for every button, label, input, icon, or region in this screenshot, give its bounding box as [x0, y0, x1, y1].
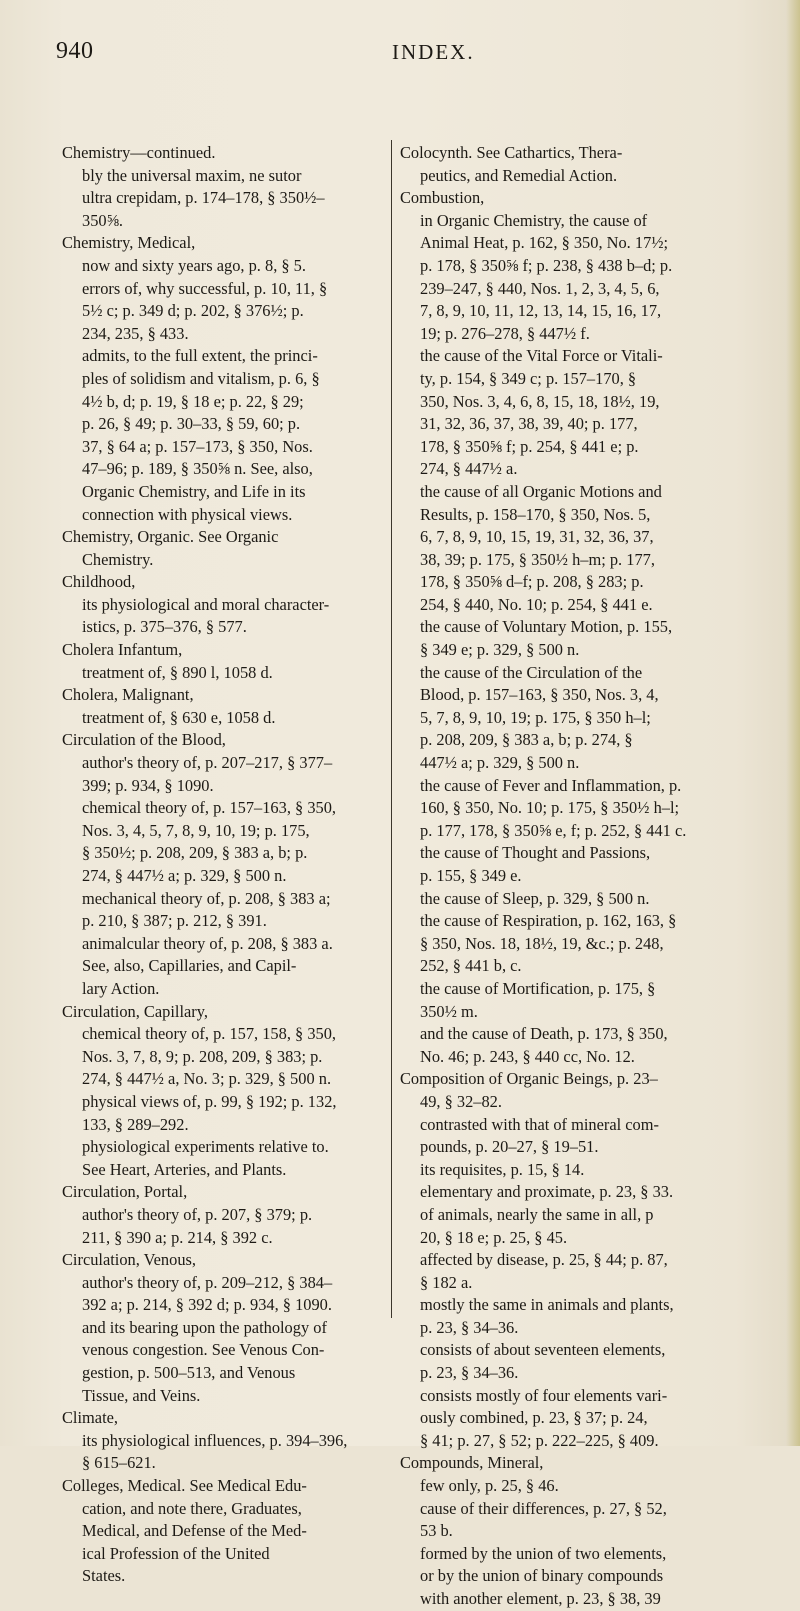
- running-head: INDEX.: [392, 40, 475, 64]
- index-entry-line: 274, § 447½ a, No. 3; p. 329, § 500 n.: [82, 1069, 332, 1089]
- index-entry-line: mechanical theory of, p. 208, § 383 a;: [82, 888, 331, 908]
- index-entry-line: § 182 a.: [420, 1272, 473, 1292]
- index-heading-line: Cholera Infantum,: [62, 640, 183, 660]
- index-entry-line: ty, p. 154, § 349 c; p. 157–170, §: [420, 368, 637, 388]
- index-entry-line: 211, § 390 a; p. 214, § 392 c.: [82, 1227, 273, 1247]
- index-entry-line: lary Action.: [82, 978, 160, 998]
- index-entry-line: 234, 235, § 433.: [82, 323, 189, 343]
- index-heading-line: Circulation, Portal,: [62, 1182, 188, 1202]
- index-entry-line: chemical theory of, p. 157–163, § 350,: [82, 798, 336, 818]
- index-entry-line: venous congestion. See Venous Con-: [82, 1340, 325, 1360]
- index-entry-line: its requisites, p. 15, § 14.: [420, 1159, 585, 1179]
- index-entry-line: p. 177, 178, § 350⅝ e, f; p. 252, § 441 c.: [420, 820, 687, 840]
- index-heading-line: Chemistry, Medical,: [62, 233, 196, 253]
- index-entry-line: ously combined, p. 23, § 37; p. 24,: [420, 1408, 648, 1428]
- index-entry-line: See Heart, Arteries, and Plants.: [82, 1159, 287, 1179]
- index-entry-line: p. 210, § 387; p. 212, § 391.: [82, 911, 267, 931]
- index-entry-line: formed by the union of two elements,: [420, 1543, 667, 1563]
- index-entry-line: pounds, p. 20–27, § 19–51.: [420, 1137, 599, 1157]
- index-heading-line: Chemistry—continued.: [62, 143, 216, 162]
- index-column-left: [62, 142, 380, 1588]
- index-entry-line: treatment of, § 630 e, 1058 d.: [82, 707, 276, 727]
- index-entry-line: 350⅝.: [82, 210, 123, 230]
- index-entry-line: 133, § 289–292.: [82, 1114, 189, 1134]
- index-entry-line: its physiological influences, p. 394–396,: [82, 1430, 348, 1450]
- index-entry-line: 350½ m.: [420, 1001, 478, 1021]
- index-entry-line: § 350½; p. 208, 209, § 383 a, b; p.: [82, 843, 308, 863]
- index-entry-line: 160, § 350, No. 10; p. 175, § 350½ h–l;: [420, 798, 680, 818]
- index-entry-line: 4½ b, d; p. 19, § 18 e; p. 22, § 29;: [82, 391, 304, 411]
- index-entry-line: 31, 32, 36, 37, 38, 39, 40; p. 177,: [420, 414, 638, 434]
- index-entry-line: 350, Nos. 3, 4, 6, 8, 15, 18, 18½, 19,: [420, 391, 660, 411]
- index-entry-line: the cause of Fever and Inflammation, p.: [420, 775, 682, 795]
- index-entry-line: animalcular theory of, p. 208, § 383 a.: [82, 933, 333, 953]
- index-entry-line: of animals, nearly the same in all, p: [420, 1204, 654, 1224]
- page-number: 940: [56, 38, 94, 64]
- index-entry-line: with another element, p. 23, § 38, 39: [420, 1589, 661, 1608]
- index-entry-line: affected by disease, p. 25, § 44; p. 87,: [420, 1250, 668, 1270]
- index-entry-line: § 615–621.: [82, 1453, 156, 1473]
- index-heading-line: Compounds, Mineral,: [400, 1453, 544, 1473]
- index-entry-line: § 350, Nos. 18, 18½, 19, &c.; p. 248,: [420, 933, 664, 953]
- index-entry-line: 399; p. 934, § 1090.: [82, 775, 214, 795]
- index-entry-line: bly the universal maxim, ne sutor: [82, 165, 302, 185]
- index-entry-line: 20, § 18 e; p. 25, § 45.: [420, 1227, 568, 1247]
- index-entry-line: and its bearing upon the pathology of: [82, 1317, 327, 1337]
- index-entry-line: the cause of Sleep, p. 329, § 500 n.: [420, 888, 650, 908]
- index-entry-line: cause of their differences, p. 27, § 52,: [420, 1498, 667, 1518]
- index-heading-line: Circulation, Capillary,: [62, 1001, 208, 1021]
- index-entry-line: Animal Heat, p. 162, § 350, No. 17½;: [420, 233, 669, 253]
- index-entry-line: mostly the same in animals and plants,: [420, 1295, 674, 1315]
- index-heading-line: Climate,: [62, 1408, 118, 1428]
- page-edge: [786, 0, 800, 1446]
- index-entry-line: p. 208, 209, § 383 a, b; p. 274, §: [420, 730, 633, 750]
- index-entry-line: the cause of the Vital Force or Vitali-: [420, 346, 663, 366]
- index-heading-line: Composition of Organic Beings, p. 23–: [400, 1069, 658, 1089]
- index-entry-line: istics, p. 375–376, § 577.: [82, 617, 247, 637]
- index-entry-line: errors of, why successful, p. 10, 11, §: [82, 278, 328, 298]
- index-entry-line: author's theory of, p. 207–217, § 377–: [82, 753, 333, 773]
- index-entry-line: elementary and proximate, p. 23, § 33.: [420, 1182, 674, 1202]
- index-entry-line: in Organic Chemistry, the cause of: [420, 210, 648, 230]
- index-entry-line: 274, § 447½ a.: [420, 459, 518, 479]
- index-entry-line: 178, § 350⅝ d–f; p. 208, § 283; p.: [420, 572, 644, 592]
- index-entry-line: or by the union of binary compounds: [420, 1566, 664, 1586]
- index-heading-line: Colleges, Medical. See Medical Edu-: [62, 1476, 307, 1496]
- index-entry-line: 53 b.: [420, 1521, 453, 1541]
- index-entry-line: p. 26, § 49; p. 30–33, § 59, 60; p.: [82, 414, 301, 434]
- index-heading-line: Circulation, Venous,: [62, 1250, 196, 1270]
- index-entry-line: 19; p. 276–278, § 447½ f.: [420, 323, 590, 343]
- index-entry-line: 392 a; p. 214, § 392 d; p. 934, § 1090.: [82, 1295, 332, 1315]
- index-entry-line: Organic Chemistry, and Life in its: [82, 481, 306, 501]
- index-entry-line: 252, § 441 b, c.: [420, 956, 522, 976]
- index-entry-line: See, also, Capillaries, and Capil-: [82, 956, 297, 976]
- index-entry-line: p. 23, § 34–36.: [420, 1317, 519, 1337]
- index-entry-line: Nos. 3, 7, 8, 9; p. 208, 209, § 383; p.: [82, 1046, 323, 1066]
- index-entry-line: 274, § 447½ a; p. 329, § 500 n.: [82, 866, 287, 885]
- index-entry-line: connection with physical views.: [82, 504, 293, 524]
- index-heading-line: Chemistry, Organic. See Organic: [62, 527, 279, 547]
- index-entry-line: physiological experiments relative to.: [82, 1137, 329, 1157]
- index-entry-line: No. 46; p. 243, § 440 cc, No. 12.: [420, 1046, 635, 1066]
- index-entry-line: Medical, and Defense of the Med-: [82, 1521, 307, 1541]
- index-entry-line: 254, § 440, No. 10; p. 254, § 441 e.: [420, 594, 653, 614]
- index-entry-line: treatment of, § 890 l, 1058 d.: [82, 662, 273, 682]
- index-heading-line: Colocynth. See Cathartics, Thera-: [400, 143, 623, 162]
- index-entry-line: 47–96; p. 189, § 350⅝ n. See, also,: [82, 459, 313, 479]
- index-entry-line: § 41; p. 27, § 52; p. 222–225, § 409.: [420, 1430, 659, 1450]
- index-entry-line: ples of solidism and vitalism, p. 6, §: [82, 368, 320, 388]
- index-entry-line: Results, p. 158–170, § 350, Nos. 5,: [420, 504, 651, 524]
- index-heading-line: Combustion,: [400, 188, 485, 208]
- index-column-right: [400, 142, 748, 1611]
- index-entry-line: 5, 7, 8, 9, 10, 19; p. 175, § 350 h–l;: [420, 707, 651, 727]
- index-entry-line: cation, and note there, Graduates,: [82, 1498, 302, 1518]
- index-entry-line: the cause of Thought and Passions,: [420, 843, 651, 863]
- index-entry-line: and the cause of Death, p. 173, § 350,: [420, 1024, 668, 1044]
- index-entry-line: 49, § 32–82.: [420, 1091, 502, 1111]
- index-entry-line: 38, 39; p. 175, § 350½ h–m; p. 177,: [420, 549, 655, 569]
- index-entry-line: 6, 7, 8, 9, 10, 15, 19, 31, 32, 36, 37,: [420, 527, 654, 547]
- index-entry-line: few only, p. 25, § 46.: [420, 1476, 559, 1496]
- index-entry-line: 5½ c; p. 349 d; p. 202, § 376½; p.: [82, 301, 304, 321]
- index-heading-line: Childhood,: [62, 572, 136, 592]
- column-divider: [391, 140, 392, 1318]
- index-entry-line: gestion, p. 500–513, and Venous: [82, 1363, 296, 1383]
- index-entry-line: the cause of Respiration, p. 162, 163, §: [420, 911, 677, 931]
- index-entry-line: the cause of Voluntary Motion, p. 155,: [420, 617, 673, 637]
- index-entry-line: the cause of all Organic Motions and: [420, 481, 662, 501]
- index-entry-line: its physiological and moral character-: [82, 594, 330, 614]
- index-entry-line: 239–247, § 440, Nos. 1, 2, 3, 4, 5, 6,: [420, 278, 660, 298]
- index-entry-line: now and sixty years ago, p. 8, § 5.: [82, 255, 306, 275]
- index-entry-line: ical Profession of the United: [82, 1543, 270, 1563]
- index-entry-line: consists of about seventeen elements,: [420, 1340, 666, 1360]
- index-entry-line: the cause of Mortification, p. 175, §: [420, 978, 656, 998]
- index-entry-line: Tissue, and Veins.: [82, 1385, 201, 1405]
- index-entry-line: States.: [82, 1566, 126, 1586]
- index-entry-line: § 349 e; p. 329, § 500 n.: [420, 640, 580, 660]
- index-heading-line: Cholera, Malignant,: [62, 685, 194, 705]
- index-entry-line: 7, 8, 9, 10, 11, 12, 13, 14, 15, 16, 17,: [420, 301, 662, 321]
- index-entry-line: 447½ a; p. 329, § 500 n.: [420, 753, 580, 773]
- index-entry-line: Nos. 3, 4, 5, 7, 8, 9, 10, 19; p. 175,: [82, 820, 310, 840]
- index-entry-line: the cause of the Circulation of the: [420, 662, 643, 682]
- index-entry-line: chemical theory of, p. 157, 158, § 350,: [82, 1024, 336, 1044]
- index-entry-line: p. 155, § 349 e.: [420, 866, 522, 885]
- index-entry-line: p. 178, § 350⅝ f; p. 238, § 438 b–d; p.: [420, 255, 673, 275]
- index-entry-line: Blood, p. 157–163, § 350, Nos. 3, 4,: [420, 685, 659, 705]
- index-entry-line: physical views of, p. 99, § 192; p. 132,: [82, 1091, 337, 1111]
- index-entry-line: p. 23, § 34–36.: [420, 1363, 519, 1383]
- index-entry-line: ultra crepidam, p. 174–178, § 350½–: [82, 188, 325, 208]
- index-entry-line: author's theory of, p. 209–212, § 384–: [82, 1272, 333, 1292]
- index-entry-line: consists mostly of four elements vari-: [420, 1385, 668, 1405]
- index-entry-line: 178, § 350⅝ f; p. 254, § 441 e; p.: [420, 436, 639, 456]
- index-entry-line: Chemistry.: [82, 549, 154, 569]
- index-entry-line: 37, § 64 a; p. 157–173, § 350, Nos.: [82, 436, 313, 456]
- index-entry-line: peutics, and Remedial Action.: [420, 165, 618, 185]
- index-heading-line: Circulation of the Blood,: [62, 730, 226, 750]
- index-entry-line: contrasted with that of mineral com-: [420, 1114, 659, 1134]
- index-entry-line: admits, to the full extent, the princi-: [82, 346, 318, 366]
- index-entry-line: author's theory of, p. 207, § 379; p.: [82, 1204, 313, 1224]
- page-header: [56, 38, 746, 78]
